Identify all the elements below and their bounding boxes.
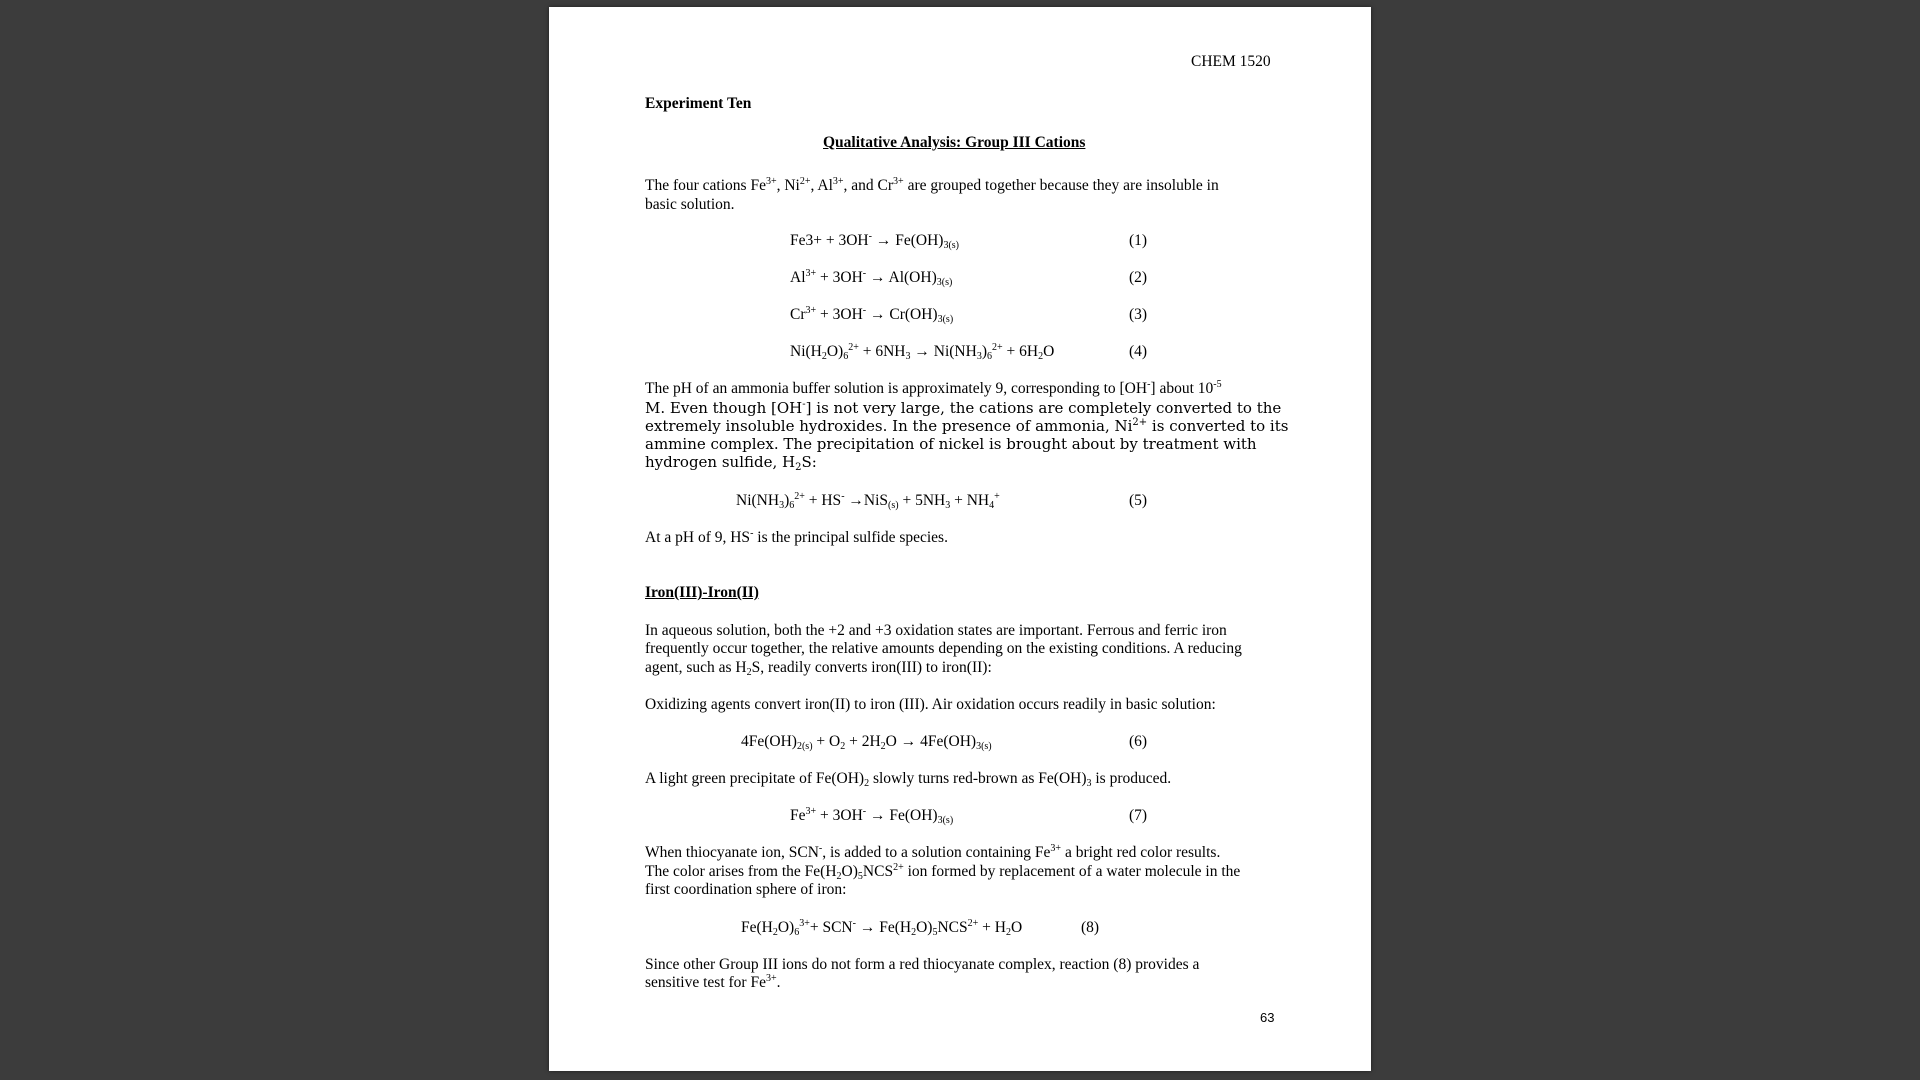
oxidizing-agents-line: Oxidizing agents convert iron(II) to iron (III). Air oxidation occurs readily in basic solution: xyxy=(645,696,1216,713)
document-title: Qualitative Analysis: Group III Cations xyxy=(823,134,1086,151)
equation-3: $Cr^{3+} + 3OH^- \to Cr(OH)_{3(s)}$ xyxy=(790,305,954,325)
equation-1: $Fe3+ + 3OH^- \to Fe(OH)_{3(s)}$ xyxy=(790,231,959,251)
equation-8-number: (8) xyxy=(1081,919,1100,936)
hs-species-line: At a pH of 9, HS- is the principal sulfide species. xyxy=(645,528,948,546)
scn-para-line-2: The color arises from the $Fe(H_2O)_5NCS^{2+}$ ion formed by replacement of a water molecule in the xyxy=(645,862,1241,882)
page-number: 63 xyxy=(1260,1010,1275,1025)
document-page xyxy=(549,7,1371,1071)
equation-2-number: (2) xyxy=(1129,269,1148,286)
equation-2: $Al^{3+} + 3OH^- \to Al(OH)_{3(s)}$ xyxy=(790,268,953,288)
ph-para-line-1: The pH of an ammonia buffer solution is approximately 9, corresponding to [OH-] about $10^{-5}$ xyxy=(645,379,1222,397)
iron-para-line-3: agent, such as $H_2S$, readily converts iron(III) to iron(II): xyxy=(645,659,992,678)
final-para-line-1: Since other Group III ions do not form a red thiocyanate complex, reaction (8) provides a xyxy=(645,956,1200,973)
equation-6-number: (6) xyxy=(1129,733,1148,750)
equation-7: $Fe^{3+} + 3OH^- \to Fe(OH)_{3(s)}$ xyxy=(790,806,954,826)
scn-para-line-3: first coordination sphere of iron: xyxy=(645,881,847,898)
equation-3-number: (3) xyxy=(1129,306,1148,323)
intro-line-1: The four cations $Fe^{3+}$, $Ni^{2+}$, $Al^{3+}$, and $Cr^{3+}$ are grouped together because they are insoluble in xyxy=(645,176,1219,194)
experiment-label: Experiment Ten xyxy=(645,95,752,112)
equation-6: $4Fe(OH)_{2(s)} + O_2 + 2H_2O \to 4Fe(OH)_{3(s)}$ xyxy=(741,733,992,752)
intro-line-2: basic solution. xyxy=(645,196,735,213)
ph-para-line-2: M. Even though [OH-] is not very large, the cations are completely converted to the xyxy=(645,399,1282,417)
equation-5: $Ni(NH_3)_6^{2+} + HS^- \to NiS_{(s)} + 5NH_3 + NH_4^+$ xyxy=(736,491,1000,511)
ph-para-line-5: hydrogen sulfide, $H_2S$: xyxy=(645,453,817,473)
iron-para-line-2: frequently occur together, the relative amounts depending on the existing conditions. A reducing xyxy=(645,640,1242,657)
equation-1-number: (1) xyxy=(1129,232,1148,249)
equation-4: $Ni(H_2O)_6^{2+} + 6NH_3 \to Ni(NH_3)_6^{2+} + 6H_2O$ xyxy=(790,342,1055,362)
final-para-line-2: sensitive test for $Fe^{3+}$. xyxy=(645,973,781,991)
green-precipitate-line: A light green precipitate of $Fe(OH)_2$ slowly turns red-brown as $Fe(OH)_3$ is produced. xyxy=(645,770,1172,789)
section-heading-iron: Iron(III)-Iron(II) xyxy=(645,584,759,601)
scn-para-line-1: When thiocyanate ion, SCN-, is added to a solution containing $Fe^{3+}$ a bright red color results. xyxy=(645,843,1221,861)
ph-para-line-3: extremely insoluble hydroxides. In the presence of ammonia, $Ni^{2+}$ is converted to its xyxy=(645,417,1289,435)
ph-para-line-4: ammine complex. The precipitation of nickel is brought about by treatment with xyxy=(645,435,1257,453)
equation-5-number: (5) xyxy=(1129,492,1148,509)
equation-4-number: (4) xyxy=(1129,343,1148,360)
equation-8: $Fe(H_2O)_6^{3+}+ SCN^- \to Fe(H_2O)_5NCS^{2+} + H_2O$ xyxy=(741,918,1023,938)
equation-7-number: (7) xyxy=(1129,807,1148,824)
iron-para-line-1: In aqueous solution, both the +2 and +3 oxidation states are important. Ferrous and ferric iron xyxy=(645,622,1227,639)
course-header: CHEM 1520 xyxy=(1191,53,1271,70)
